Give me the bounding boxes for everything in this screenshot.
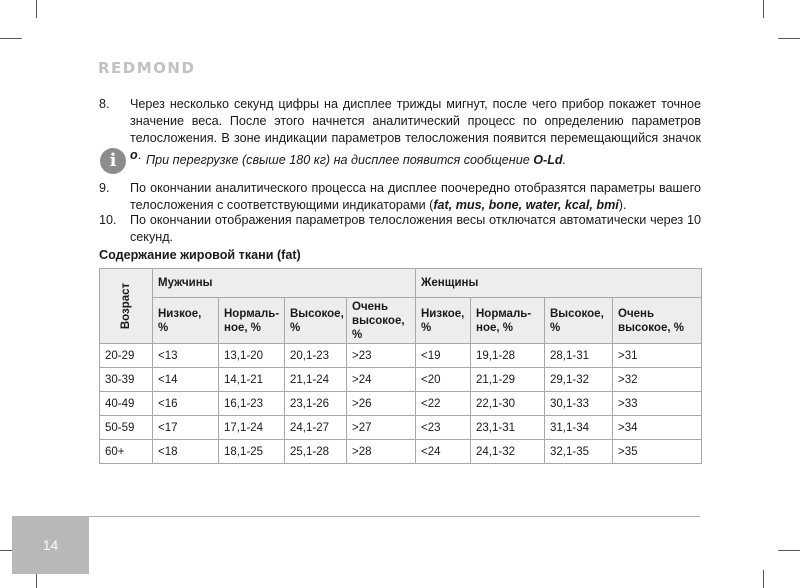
table-cell: 14,1-21 — [219, 368, 285, 392]
crop-mark — [36, 0, 37, 18]
table-row — [100, 440, 702, 464]
table-cell: <13 — [153, 344, 219, 368]
crop-mark — [0, 38, 22, 39]
table-cell: >27 — [347, 416, 416, 440]
age-cell: 60+ — [100, 440, 153, 464]
table-row — [100, 368, 702, 392]
footer-divider — [88, 516, 700, 517]
table-cell: >23 — [347, 344, 416, 368]
table-cell: 17,1-24 — [219, 416, 285, 440]
table-cell: >32 — [613, 368, 702, 392]
table-cell: 25,1-28 — [285, 440, 347, 464]
overload-note — [100, 148, 700, 174]
column-header: Очень высокое, % — [613, 298, 702, 344]
table-body — [100, 344, 702, 464]
crop-mark — [763, 570, 764, 588]
table-cell: <18 — [153, 440, 219, 464]
brand-logo: REDMOND — [98, 59, 196, 77]
fat-table — [99, 268, 702, 464]
table-cell: 29,1-32 — [545, 368, 613, 392]
column-header: Низкое, % — [416, 298, 471, 344]
crop-mark — [763, 0, 764, 18]
item-number: 8. — [99, 97, 110, 111]
age-cell: 50-59 — [100, 416, 153, 440]
item-number: 9. — [99, 181, 110, 195]
item-text: По окончании аналитического процесса на дисплее поочередно отобразятся параметры вашего телосложения с соответствующими индикаторами (fat, mus, bone, water, kcal, bmi). — [130, 181, 701, 212]
table-cell: 16,1-23 — [219, 392, 285, 416]
table-cell: 21,1-29 — [471, 368, 545, 392]
table-cell: 22,1-30 — [471, 392, 545, 416]
age-cell: 30-39 — [100, 368, 153, 392]
table-cell: <14 — [153, 368, 219, 392]
table-row — [100, 344, 702, 368]
table-cell: 23,1-26 — [285, 392, 347, 416]
table-cell: >31 — [613, 344, 702, 368]
table-cell: <22 — [416, 392, 471, 416]
page-number: 14 — [12, 516, 89, 574]
table-cell: 30,1-33 — [545, 392, 613, 416]
table-cell: 23,1-31 — [471, 416, 545, 440]
table-cell: 21,1-24 — [285, 368, 347, 392]
table-cell: >35 — [613, 440, 702, 464]
item-number: 10. — [99, 213, 117, 227]
crop-mark — [778, 38, 800, 39]
table-row — [100, 392, 702, 416]
table-cell: 24,1-27 — [285, 416, 347, 440]
table-cell: <20 — [416, 368, 471, 392]
table-cell: >28 — [347, 440, 416, 464]
table-title: Содержание жировой ткани (fat) — [99, 248, 301, 262]
item-text: По окончании отображения параметров телосложения весы отключатся автоматически через 10 секунд. — [130, 213, 701, 244]
table-cell: >34 — [613, 416, 702, 440]
crop-mark — [778, 550, 800, 551]
table-cell: >26 — [347, 392, 416, 416]
men-header: Мужчины — [153, 269, 416, 298]
column-header: Высокое, % — [545, 298, 613, 344]
table-cell: 24,1-32 — [471, 440, 545, 464]
table-cell: >24 — [347, 368, 416, 392]
item-text: Через несколько секунд цифры на дисплее трижды мигнут, после чего прибор покажет точное значение веса. После этого начнется аналитический процесс по определению параметров телосложения. В зоне индикации параметров телосложения появится перемещающийся значок o. — [130, 97, 701, 162]
column-header: Нормаль- ное, % — [471, 298, 545, 344]
table-cell: 31,1-34 — [545, 416, 613, 440]
column-header: Низкое, % — [153, 298, 219, 344]
instruction-item-9 — [99, 180, 701, 214]
column-headers — [100, 298, 702, 344]
women-header: Женщины — [416, 269, 702, 298]
column-header: Высокое, % — [285, 298, 347, 344]
age-header: Возраст — [100, 269, 153, 344]
age-cell: 40-49 — [100, 392, 153, 416]
table-cell: >33 — [613, 392, 702, 416]
age-cell: 20-29 — [100, 344, 153, 368]
table-cell: <24 — [416, 440, 471, 464]
table-row — [100, 416, 702, 440]
table-cell: <19 — [416, 344, 471, 368]
table-cell: 18,1-25 — [219, 440, 285, 464]
table-cell: <16 — [153, 392, 219, 416]
table-cell: 32,1-35 — [545, 440, 613, 464]
note-text: При перегрузке (свыше 180 кг) на дисплее появится сообщение O-Ld. — [146, 153, 567, 167]
table-cell: 20,1-23 — [285, 344, 347, 368]
table-cell: <23 — [416, 416, 471, 440]
column-header: Нормаль- ное, % — [219, 298, 285, 344]
table-cell: <17 — [153, 416, 219, 440]
instruction-item-10 — [99, 212, 701, 246]
table-cell: 19,1-28 — [471, 344, 545, 368]
column-header: Очень высокое, % — [347, 298, 416, 344]
table-cell: 28,1-31 — [545, 344, 613, 368]
info-icon: i — [100, 148, 126, 174]
table-cell: 13,1-20 — [219, 344, 285, 368]
